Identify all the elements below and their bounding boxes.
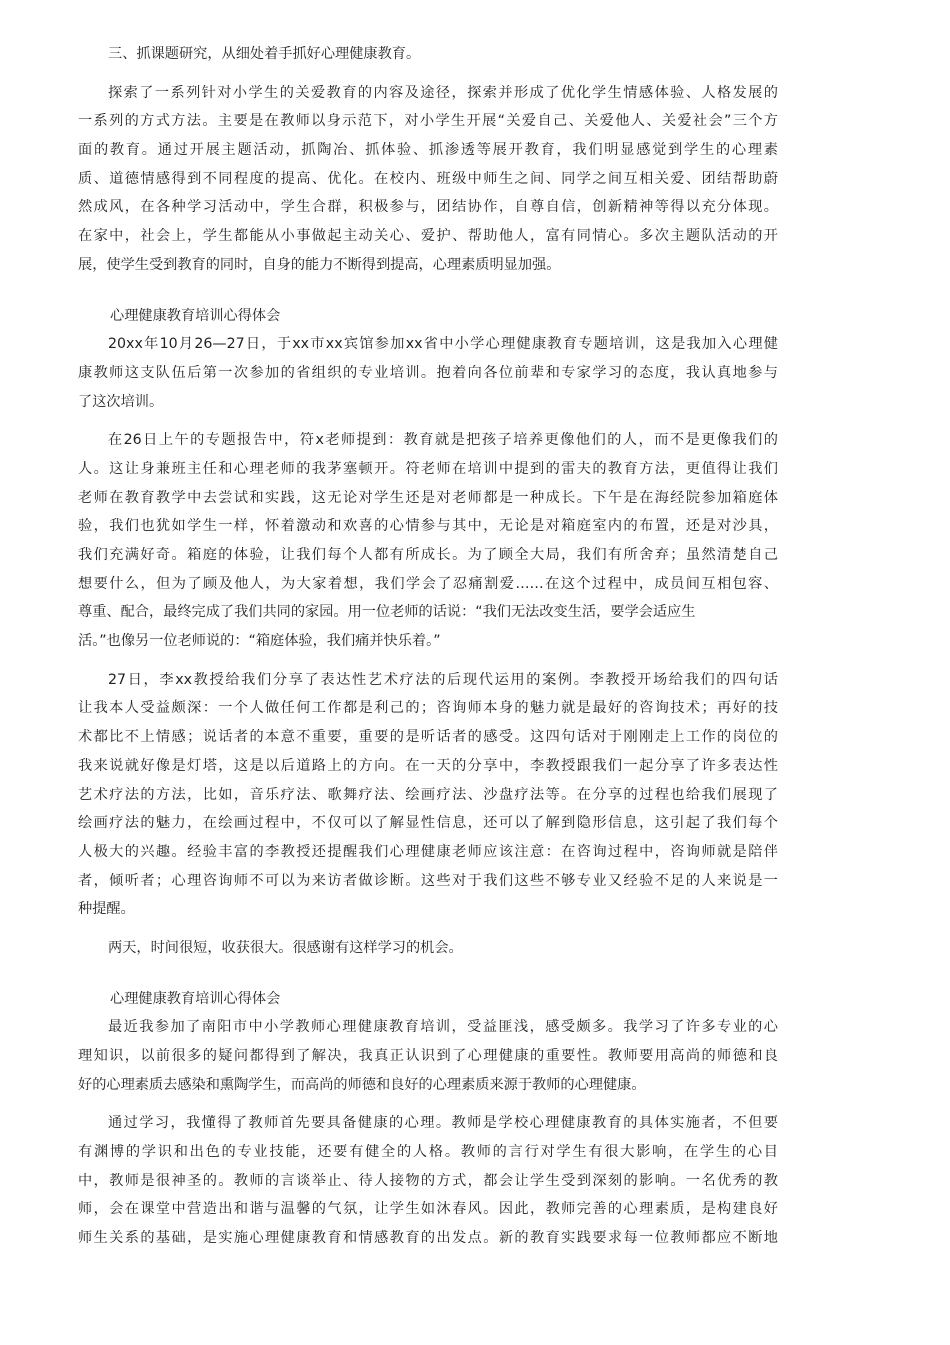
text-line: 在家中，社会上，学生都能从小事做起主动关心、爱护、帮助他人，富有同情心。多次主题队活动的开 — [78, 228, 778, 245]
text-line: 人极大的兴趣。经验丰富的李教授还提醒我们心理健康老师应该注意：在咨询过程中，咨询师就是陪伴 — [78, 843, 778, 860]
text-line: 活。”也像另一位老师说的：“箱庭体验，我们痛并快乐着。” — [78, 633, 441, 650]
text-line: 让我本人受益颇深：一个人做任何工作都是利己的；咨询师本身的魅力就是最好的咨询技术；再好的技 — [78, 700, 778, 717]
text-line: 27日，李xx教授给我们分享了表达性艺术疗法的后现代运用的案例。李教授开场给我们的四句话 — [108, 671, 778, 688]
text-line: 展，使学生受到教育的同时，自身的能力不断得到提高，心理素质明显加强。 — [78, 256, 561, 273]
text-line: 种提醒。 — [78, 901, 135, 918]
text-line: 尊重、配合，最终完成了我们共同的家园。用一位老师的话说：“我们无法改变生活，要学会适应生 — [78, 604, 696, 621]
text-line: 理知识，以前很多的疑问都得到了解决，我真正认识到了心理健康的重要性。教师要用高尚的师德和良 — [78, 1048, 778, 1064]
text-line: 想要什么，但为了顾及他人，为大家着想，我们学会了忍痛割爱……在这个过程中，成员间互相包容、 — [78, 575, 778, 592]
article-2-paragraph-2 — [78, 1109, 778, 1252]
section-heading: 三、抓课题研究，从细处着手抓好心理健康教育。 — [108, 46, 421, 62]
text-line: 两天，时间很短，收获很大。很感谢有这样学习的机会。 — [108, 939, 463, 956]
text-line: 我们充满好奇。箱庭的体验，让我们每个人都有所成长。为了顾全大局，我们有所舍弃；虽然清楚自己 — [78, 547, 778, 563]
text-line: 者，倾听者；心理咨询师不可以为来访者做诊断。这些对于我们这些不够专业又经验不足的人来说是一 — [78, 872, 778, 889]
paragraph-1 — [78, 79, 778, 280]
article-title: 心理健康教育培训心得体会 — [110, 990, 281, 1007]
text-line: 师生关系的基础，是实施心理健康教育和情感教育的出发点。新的教育实践要求每一位教师都应不断地 — [78, 1230, 778, 1247]
text-line: 20xx年10月26—27日，于xx市xx宾馆参加xx省中小学心理健康教育专题培训，这是我加入心理健 — [108, 336, 778, 353]
text-line: 通过学习，我懂得了教师首先要具备健康的心理。教师是学校心理健康教育的具体实施者，不但要 — [108, 1115, 778, 1132]
document-page — [78, 40, 778, 1253]
text-line: 好的心理素质去感染和熏陶学生，而高尚的师德和良好的心理素质来源于教师的心理健康。 — [78, 1076, 646, 1093]
article-1-paragraph-1 — [78, 330, 778, 416]
text-line: 艺术疗法的方法，比如，音乐疗法、歌舞疗法、绘画疗法、沙盘疗法等。在分享的过程也给我们展现了 — [78, 786, 778, 803]
text-line: 了这次培训。 — [78, 393, 164, 410]
text-line: 人。这让身兼班主任和心理老师的我茅塞顿开。符老师在培训中提到的雷夫的教育方法，更值得让我们 — [78, 460, 778, 477]
text-line: 中，教师是很神圣的。教师的言谈举止、待人接物的方式，都会让学生受到深刻的影响。一名优秀的教 — [78, 1172, 778, 1189]
article-title: 心理健康教育培训心得体会 — [110, 307, 281, 324]
text-line: 一系列的方式方法。主要是在教师以身示范下，对小学生开展“关爱自己、关爱他人、关爱社会”三个方 — [78, 113, 778, 130]
text-line: 最近我参加了南阳市中小学教师心理健康教育培训，受益匪浅，感受颇多。我学习了许多专业的心 — [108, 1019, 778, 1036]
article-2-paragraph-1 — [78, 1013, 778, 1099]
text-line: 康教师这支队伍后第一次参加的省组织的专业培训。抱着向各位前辈和专家学习的态度，我认真地参与 — [78, 364, 778, 381]
text-line: 术都比不上情感；说话者的本意不重要，重要的是听话者的感受。这四句话对于刚刚走上工作的岗位的 — [78, 729, 778, 746]
text-line: 有渊博的学识和出色的专业技能，还要有健全的人格。教师的言行对学生有很大影响，在学生的心目 — [78, 1144, 778, 1161]
article-1-paragraph-3 — [78, 666, 778, 924]
text-line: 在26日上午的专题报告中，符x老师提到：教育就是把孩子培养更像他们的人，而不是更像我们的 — [108, 432, 778, 449]
text-line: 绘画疗法的魅力，在绘画过程中，不仅可以了解显性信息，还可以了解到隐形信息，这引起了我们每个 — [78, 815, 778, 832]
text-line: 师，会在课堂中营造出和谐与温馨的气氛，让学生如沐春风。因此，教师完善的心理素质，是构建良好 — [78, 1201, 778, 1218]
article-1-paragraph-2 — [78, 426, 778, 656]
text-line: 质、道德情感得到不同程度的提高、优化。在校内、班级中师生之间、同学之间互相关爱、团结帮助蔚 — [78, 170, 778, 187]
article-1-paragraph-4 — [78, 934, 778, 963]
text-line: 老师在教育教学中去尝试和实践，这无论对学生还是对老师都是一种成长。下午是在海经院参加箱庭体 — [78, 489, 778, 506]
text-line: 然成风，在各种学习活动中，学生合群，积极参与，团结协作，自尊自信，创新精神等得以充分体现。 — [78, 199, 778, 216]
text-line: 我来说就好像是灯塔，这是以后道路上的方向。在一天的分享中，李教授跟我们一起分享了许多表达性 — [78, 757, 778, 774]
text-line: 面的教育。通过开展主题活动，抓陶冶、抓体验、抓渗透等展开教育，我们明显感觉到学生的心理素 — [78, 142, 778, 159]
text-line: 探索了一系列针对小学生的关爱教育的内容及途径，探索并形成了优化学生情感体验、人格发展的 — [108, 84, 778, 101]
text-line: 验，我们也犹如学生一样，怀着激动和欢喜的心情参与其中，无论是对箱庭室内的布置，还是对沙具， — [78, 518, 778, 535]
